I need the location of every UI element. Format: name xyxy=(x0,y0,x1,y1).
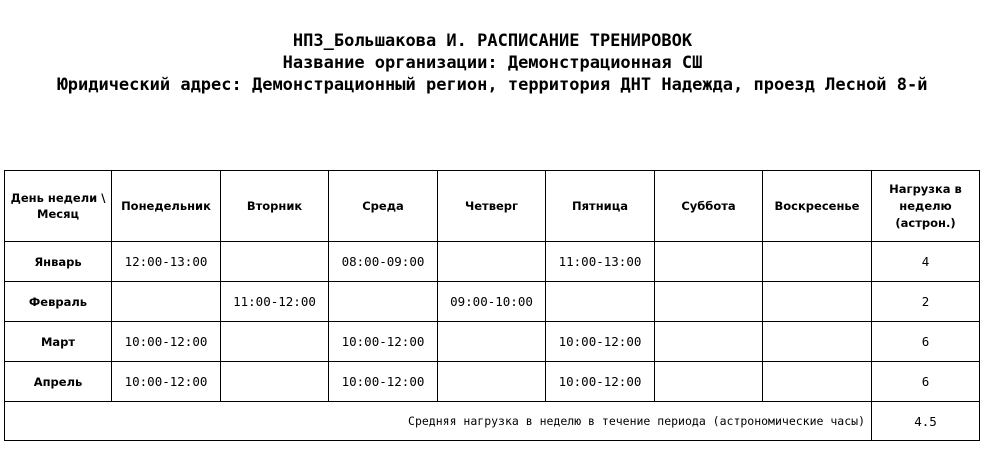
column-header-tuesday: Вторник xyxy=(221,171,329,242)
monday-cell: 10:00-12:00 xyxy=(112,362,221,402)
month-cell: Март xyxy=(5,322,112,362)
thursday-cell xyxy=(438,242,546,282)
table-row xyxy=(5,282,980,322)
tuesday-cell xyxy=(221,362,329,402)
thursday-cell: 09:00-10:00 xyxy=(438,282,546,322)
summary-value: 4.5 xyxy=(872,402,980,441)
table-header-row xyxy=(5,171,980,242)
column-header-saturday: Суббота xyxy=(655,171,763,242)
saturday-cell xyxy=(655,242,763,282)
wednesday-cell xyxy=(329,282,438,322)
monday-cell xyxy=(112,282,221,322)
legal-address: Юридический адрес: Демонстрационный регион, территория ДНТ Надежда, проезд Лесной 8-й xyxy=(57,75,928,95)
schedule-table xyxy=(4,170,980,441)
friday-cell: 11:00-13:00 xyxy=(546,242,655,282)
saturday-cell xyxy=(655,362,763,402)
sunday-cell xyxy=(763,322,872,362)
tuesday-cell: 11:00-12:00 xyxy=(221,282,329,322)
month-cell: Февраль xyxy=(5,282,112,322)
tuesday-cell xyxy=(221,242,329,282)
thursday-cell xyxy=(438,362,546,402)
tuesday-cell xyxy=(221,322,329,362)
column-header-monday: Понедельник xyxy=(112,171,221,242)
document-title: НПЗ_Большакова И. РАСПИСАНИЕ ТРЕНИРОВОК xyxy=(292,31,693,51)
friday-cell xyxy=(546,282,655,322)
sunday-cell xyxy=(763,282,872,322)
monday-cell: 12:00-13:00 xyxy=(112,242,221,282)
column-header-weekly-load: Нагрузка в неделю (астрон.) xyxy=(872,171,980,242)
month-cell: Январь xyxy=(5,242,112,282)
column-header-thursday: Четверг xyxy=(438,171,546,242)
friday-cell: 10:00-12:00 xyxy=(546,322,655,362)
summary-label: Средняя нагрузка в неделю в течение периода (астрономические часы) xyxy=(5,402,872,441)
summary-row xyxy=(5,402,980,441)
wednesday-cell: 10:00-12:00 xyxy=(329,362,438,402)
weekly-load-cell: 2 xyxy=(872,282,980,322)
sunday-cell xyxy=(763,362,872,402)
saturday-cell xyxy=(655,322,763,362)
column-header-sunday: Воскресенье xyxy=(763,171,872,242)
column-header-wednesday: Среда xyxy=(329,171,438,242)
sunday-cell xyxy=(763,242,872,282)
document-header xyxy=(0,30,985,96)
monday-cell: 10:00-12:00 xyxy=(112,322,221,362)
table-row xyxy=(5,362,980,402)
weekly-load-cell: 6 xyxy=(872,322,980,362)
table-row xyxy=(5,242,980,282)
wednesday-cell: 10:00-12:00 xyxy=(329,322,438,362)
friday-cell: 10:00-12:00 xyxy=(546,362,655,402)
organization-name: Название организации: Демонстрационная СШ xyxy=(282,53,703,73)
column-header-friday: Пятница xyxy=(546,171,655,242)
weekly-load-cell: 6 xyxy=(872,362,980,402)
column-header-month: День недели \ Месяц xyxy=(5,171,112,242)
table-row xyxy=(5,322,980,362)
month-cell: Апрель xyxy=(5,362,112,402)
saturday-cell xyxy=(655,282,763,322)
weekly-load-cell: 4 xyxy=(872,242,980,282)
thursday-cell xyxy=(438,322,546,362)
wednesday-cell: 08:00-09:00 xyxy=(329,242,438,282)
